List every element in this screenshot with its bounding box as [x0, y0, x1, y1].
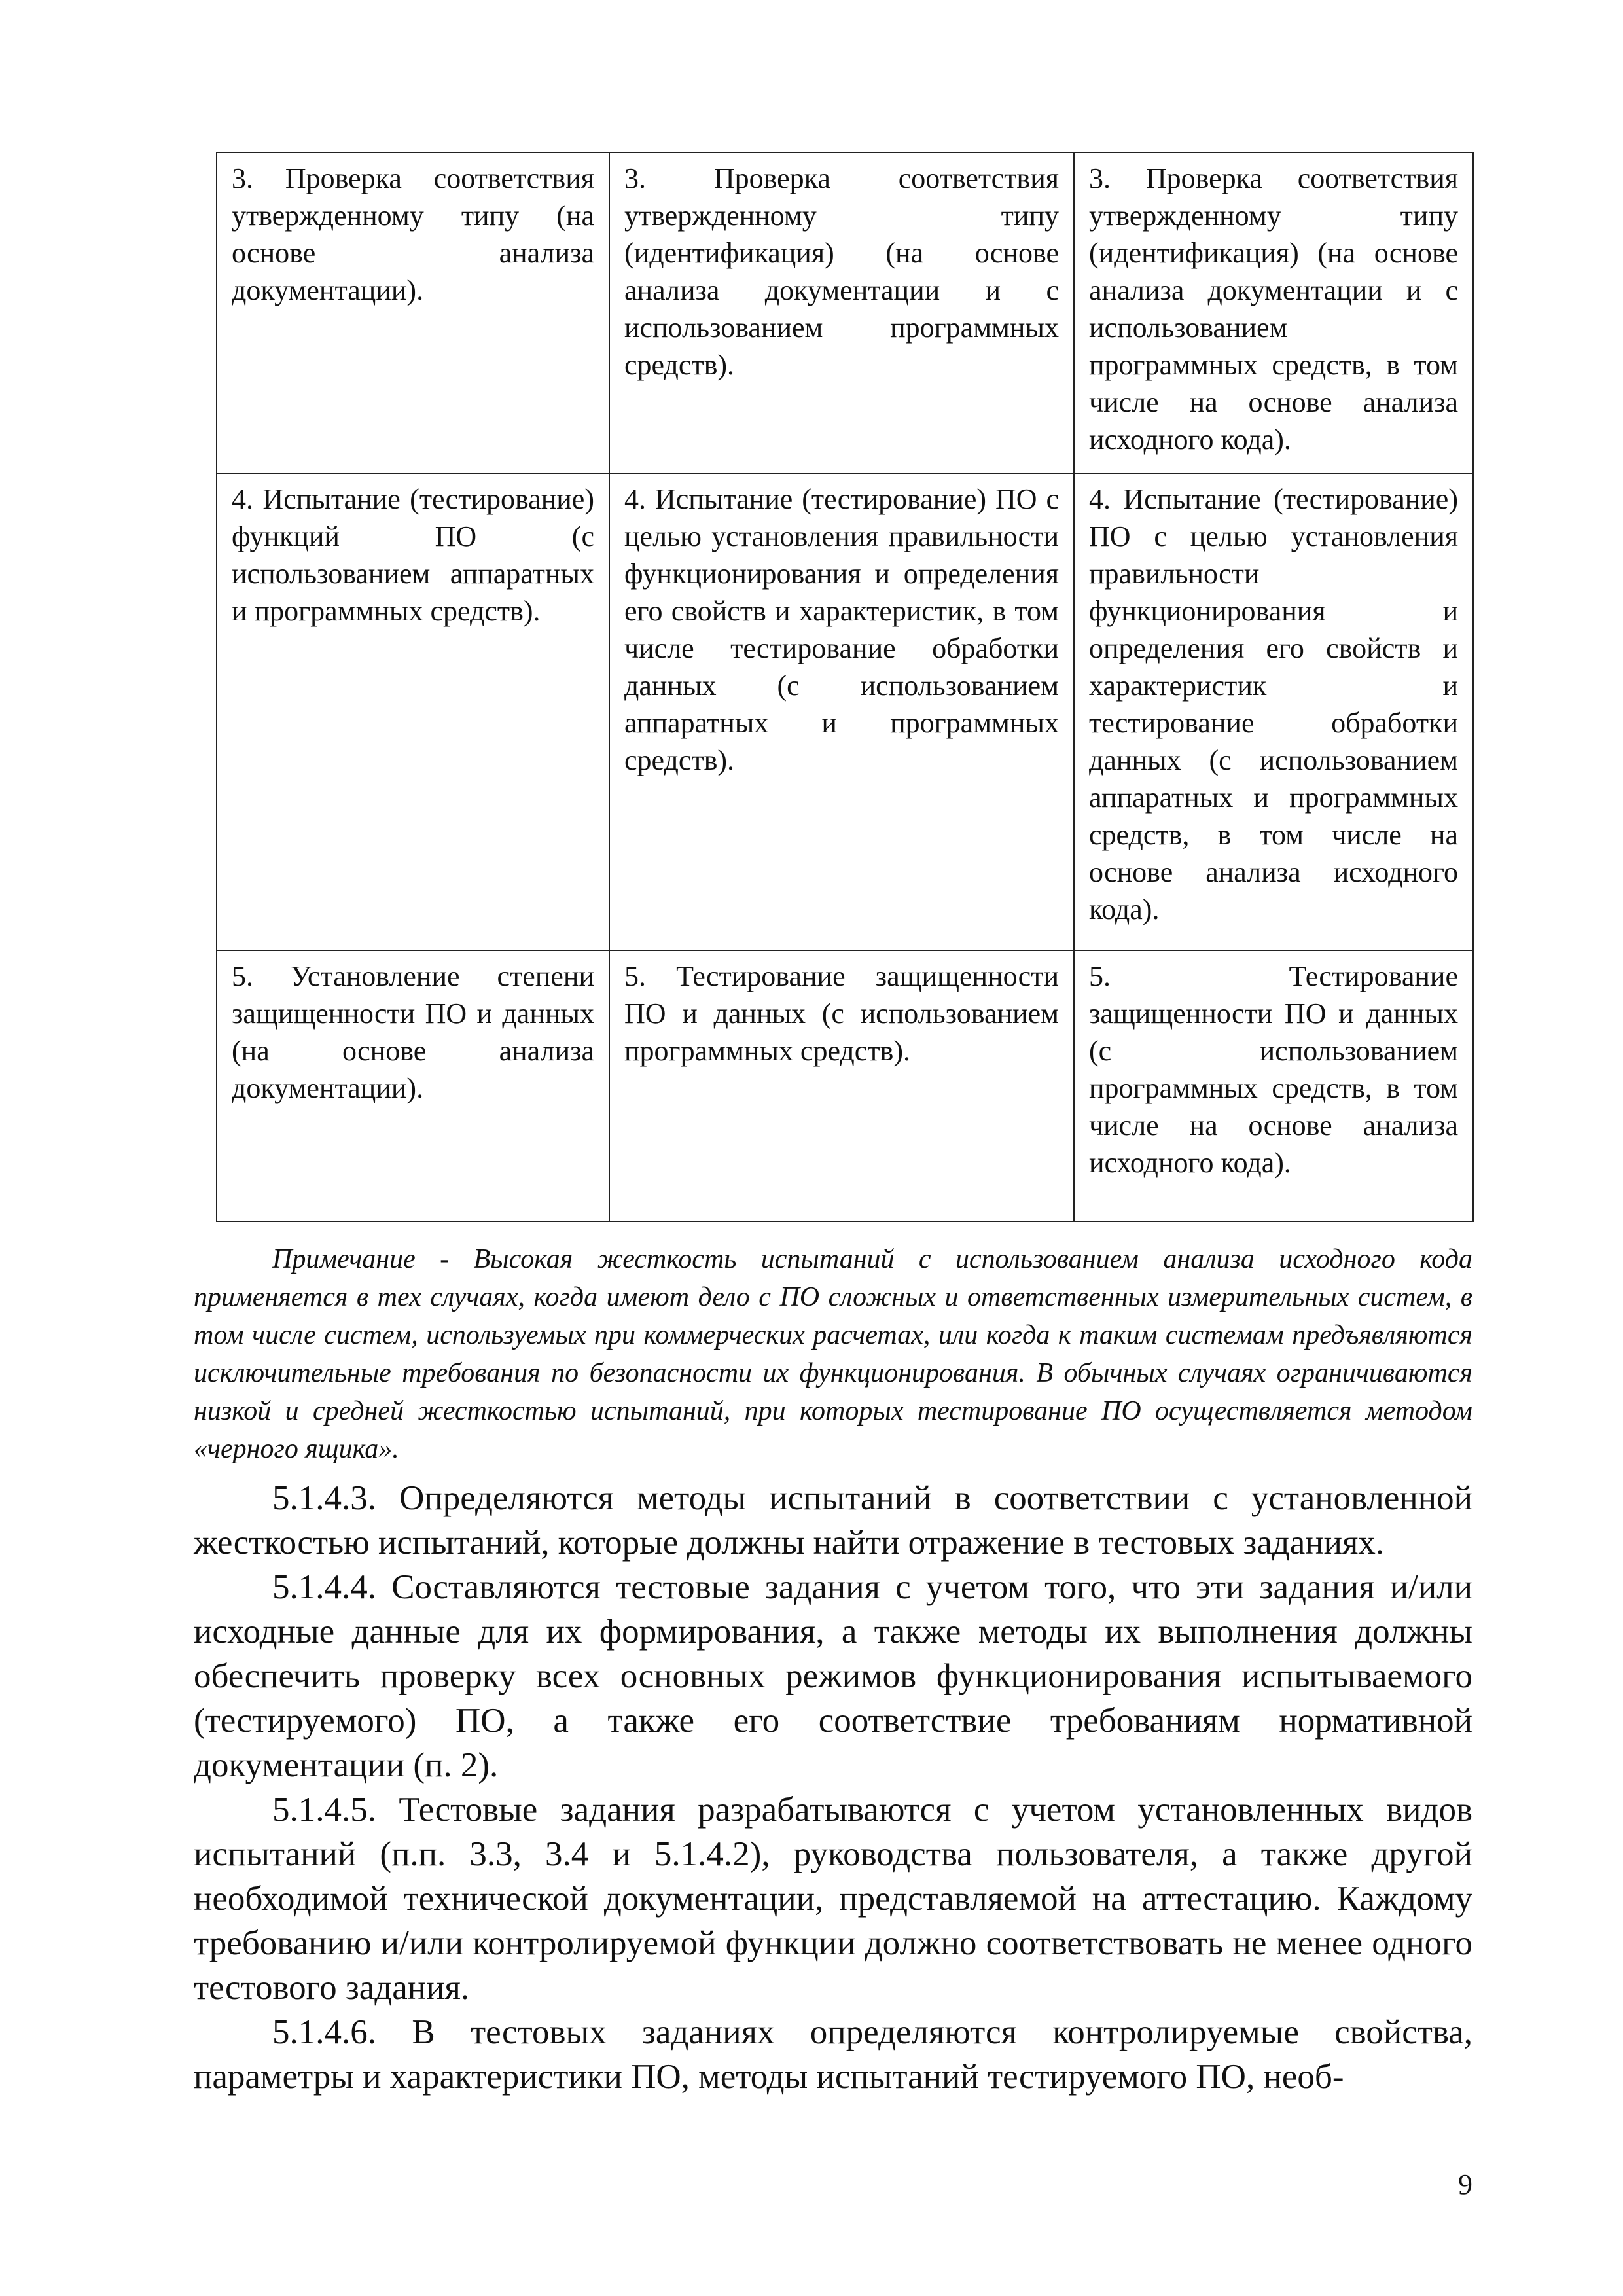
table-cell: 3. Проверка соответствия утвержденному типу (на основе анализа документации).: [217, 152, 609, 473]
table-cell: 4. Испытание (тестирование) функций ПО (с использованием аппаратных и программных средств).: [217, 473, 609, 950]
table-row: [217, 152, 1473, 473]
table-row: [217, 950, 1473, 1221]
requirements-table: [216, 152, 1474, 1222]
paragraph: 5.1.4.3. Определяются методы испытаний в соответствии с установленной жесткостью испытаний, которые должны найти отражение в тестовых заданиях.: [194, 1479, 1472, 1562]
table-cell: 4. Испытание (тестирование) ПО с целью установления правильности функционирования и определения его свойств и характеристик и тестирование обработки данных (с использованием аппаратных и программных средств, в том числе на основе анализа исходного кода).: [1074, 473, 1473, 950]
body-text: [194, 1476, 1472, 2099]
page-number: 9: [1458, 2168, 1472, 2200]
table-cell: 5. Установление степени защищенности ПО и данных (на основе анализа документации).: [217, 950, 609, 1221]
paragraph: 5.1.4.5. Тестовые задания разрабатываются с учетом установленных видов испытаний (п.п. 3.3, 3.4 и 5.1.4.2), руководства пользователя, а также другой необходимой технической документации, представляемой на аттестацию. Каждому требованию и/или контролируемой функции должно соответствовать не менее одного тестового задания.: [194, 1791, 1472, 2007]
table-note: Примечание - Высокая жесткость испытаний с использованием анализа исходного кода применяется в тех случаях, когда имеют дело с ПО сложных и ответственных измерительных систем, в том числе систем, используемых при коммерческих расчетах, или когда к таким системам предъявляются исключительные требования по безопасности их функционирования. В обычных случаях ограничиваются низкой и средней жесткостью испытаний, при которых тестирование ПО осуществляется методом «черного ящика».: [194, 1244, 1472, 1464]
table-row: [217, 473, 1473, 950]
paragraph: 5.1.4.4. Составляются тестовые задания с учетом того, что эти задания и/или исходные данные для их формирования, а также методы их выполнения должны обеспечить проверку всех основных режимов функционирования испытываемого (тестируемого) ПО, а также его соответствие требованиям нормативной документации (п. 2).: [194, 1568, 1472, 1784]
table-cell: 3. Проверка соответствия утвержденному типу (идентификация) (на основе анализа документации и с использованием программных средств).: [609, 152, 1074, 473]
paragraph: 5.1.4.6. В тестовых заданиях определяются контролируемые свойства, параметры и характеристики ПО, методы испытаний тестируемого ПО, необ-: [194, 2013, 1472, 2096]
table-cell: 5. Тестирование защищенности ПО и данных (с использованием программных средств).: [609, 950, 1074, 1221]
table-cell: 5. Тестирование защищенности ПО и данных (с использованием программных средств, в том числе на основе анализа исходного кода).: [1074, 950, 1473, 1221]
table-cell: 4. Испытание (тестирование) ПО с целью установления правильности функционирования и определения его свойств и характеристик, в том числе тестирование обработки данных (с использованием аппаратных и программных средств).: [609, 473, 1074, 950]
table-cell: 3. Проверка соответствия утвержденному типу (идентификация) (на основе анализа документации и с использованием программных средств, в том числе на основе анализа исходного кода).: [1074, 152, 1473, 473]
